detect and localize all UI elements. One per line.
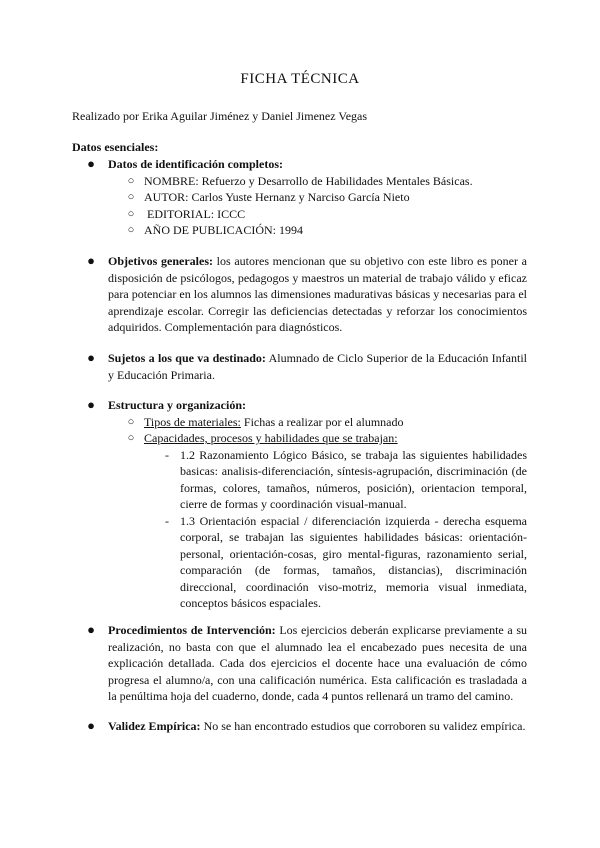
identification-author: ○ AUTOR: Carlos Yuste Hernanz y Narciso García Nieto — [127, 190, 410, 204]
capacities-item — [72, 430, 527, 447]
identification-year: ○ AÑO DE PUBLICACIÓN: 1994 — [127, 223, 303, 237]
objectives-text: los autores mencionan que su objetivo con este libro es poner a disposición de psicólogos, pedagogos y maestros un material de trabajo válido y eficaz para potenciar en los alumnos las dimensiones madurativas básicas y necesarias para el aprendizaje escolar. Corregir las deficiencias detectadas y reforzar los conocimientos adquiridos. Complementación para diagnósticos. — [108, 254, 527, 334]
validity-label: Validez Empírica: — [108, 719, 201, 733]
identification-item — [72, 156, 527, 173]
dash-bullet-icon: - — [165, 447, 169, 462]
circle-bullet-icon: ○ — [127, 207, 135, 220]
materials-item — [72, 414, 527, 431]
structure-label: Estructura y organización: — [108, 398, 246, 412]
circle-bullet-icon: ○ — [127, 224, 135, 236]
capacity-logic: - 1.2 Razonamiento Lógico Básico, se trabaja las siguientes habilidades basicas: analisis-diferenciación, síntesis-agrupación, discriminación (de formas, colores, tamaños, números, posición), orientacion temporal, cierre de formas y coordinación visual-manual. — [72, 447, 527, 513]
bullet-icon: ● — [87, 622, 95, 637]
circle-bullet-icon: ○ — [127, 174, 135, 187]
bullet-icon: ● — [87, 718, 95, 733]
bullet-icon: ● — [87, 253, 95, 268]
materials-text: Fichas a realizar por el alumnado — [240, 414, 404, 429]
bullet-icon: ● — [87, 350, 95, 365]
subjects-section — [72, 350, 527, 383]
subjects-label: Sujetos a los que va destinado: — [108, 351, 266, 365]
objectives-section — [72, 253, 527, 336]
structure-item — [72, 397, 527, 414]
procedures-label: Procedimientos de Intervención: — [108, 623, 276, 637]
validity-item — [72, 718, 527, 735]
circle-bullet-icon: ○ — [127, 191, 135, 203]
materials-label: Tipos de materiales: — [144, 414, 241, 429]
procedures-section — [72, 622, 527, 705]
identification-section — [72, 156, 527, 239]
circle-bullet-icon: ○ — [127, 415, 135, 428]
essentials-heading: Datos esenciales: — [72, 140, 159, 154]
capacity-orientation: - 1.3 Orientación espacial / diferenciación izquierda - derecha esquema corporal, se trabajan las siguientes habilidades básicas: orientación-personal, orientación-cosas, giro mental-figuras, razonamiento serial, comparación (de formas, tamaños, distancias), discriminación direccional, coordinación viso-motriz, memoria visual inmediata, conceptos básicos espaciales. — [72, 513, 527, 612]
procedures-item — [72, 622, 527, 705]
circle-bullet-icon: ○ — [127, 432, 135, 444]
bullet-icon: ● — [87, 156, 95, 171]
structure-section — [72, 397, 527, 612]
procedures-text: Los ejercicios deberán explicarse previamente a su realización, no basta con que el alumnado lea el encabezado pues necesita de una explicación detallada. Cada dos ejercicios el docente hace una evaluación de cómo progresa el alumno/a, con una calificación numérica. Esta calificación es trasladada a la penúltima hoja del cuaderno, donde, cada 4 puntos rellenará un tramo del camino. — [108, 623, 527, 703]
subjects-text: Alumnado de Ciclo Superior de la Educación Infantil y Educación Primaria. — [108, 351, 528, 382]
bullet-icon: ● — [87, 397, 95, 412]
identification-heading: Datos de identificación completos: — [108, 157, 283, 171]
objectives-label: Objetivos generales: — [108, 254, 213, 268]
author-line: Realizado por Erika Aguilar Jiménez y Daniel Jimenez Vegas — [72, 109, 368, 123]
dash-bullet-icon: - — [165, 513, 169, 528]
validity-text: No se han encontrado estudios que corroboren su validez empírica. — [200, 719, 526, 733]
identification-publisher: ○ EDITORIAL: ICCC — [127, 206, 246, 221]
document-title: FICHA TÉCNICA — [240, 71, 360, 87]
validity-section — [72, 718, 527, 735]
objectives-item — [72, 253, 527, 336]
capacities-label: Capacidades, procesos y habilidades que se trabajan: — [144, 431, 398, 445]
subjects-item — [72, 350, 527, 383]
identification-name: ○ NOMBRE: Refuerzo y Desarrollo de Habilidades Mentales Básicas. — [127, 173, 473, 188]
